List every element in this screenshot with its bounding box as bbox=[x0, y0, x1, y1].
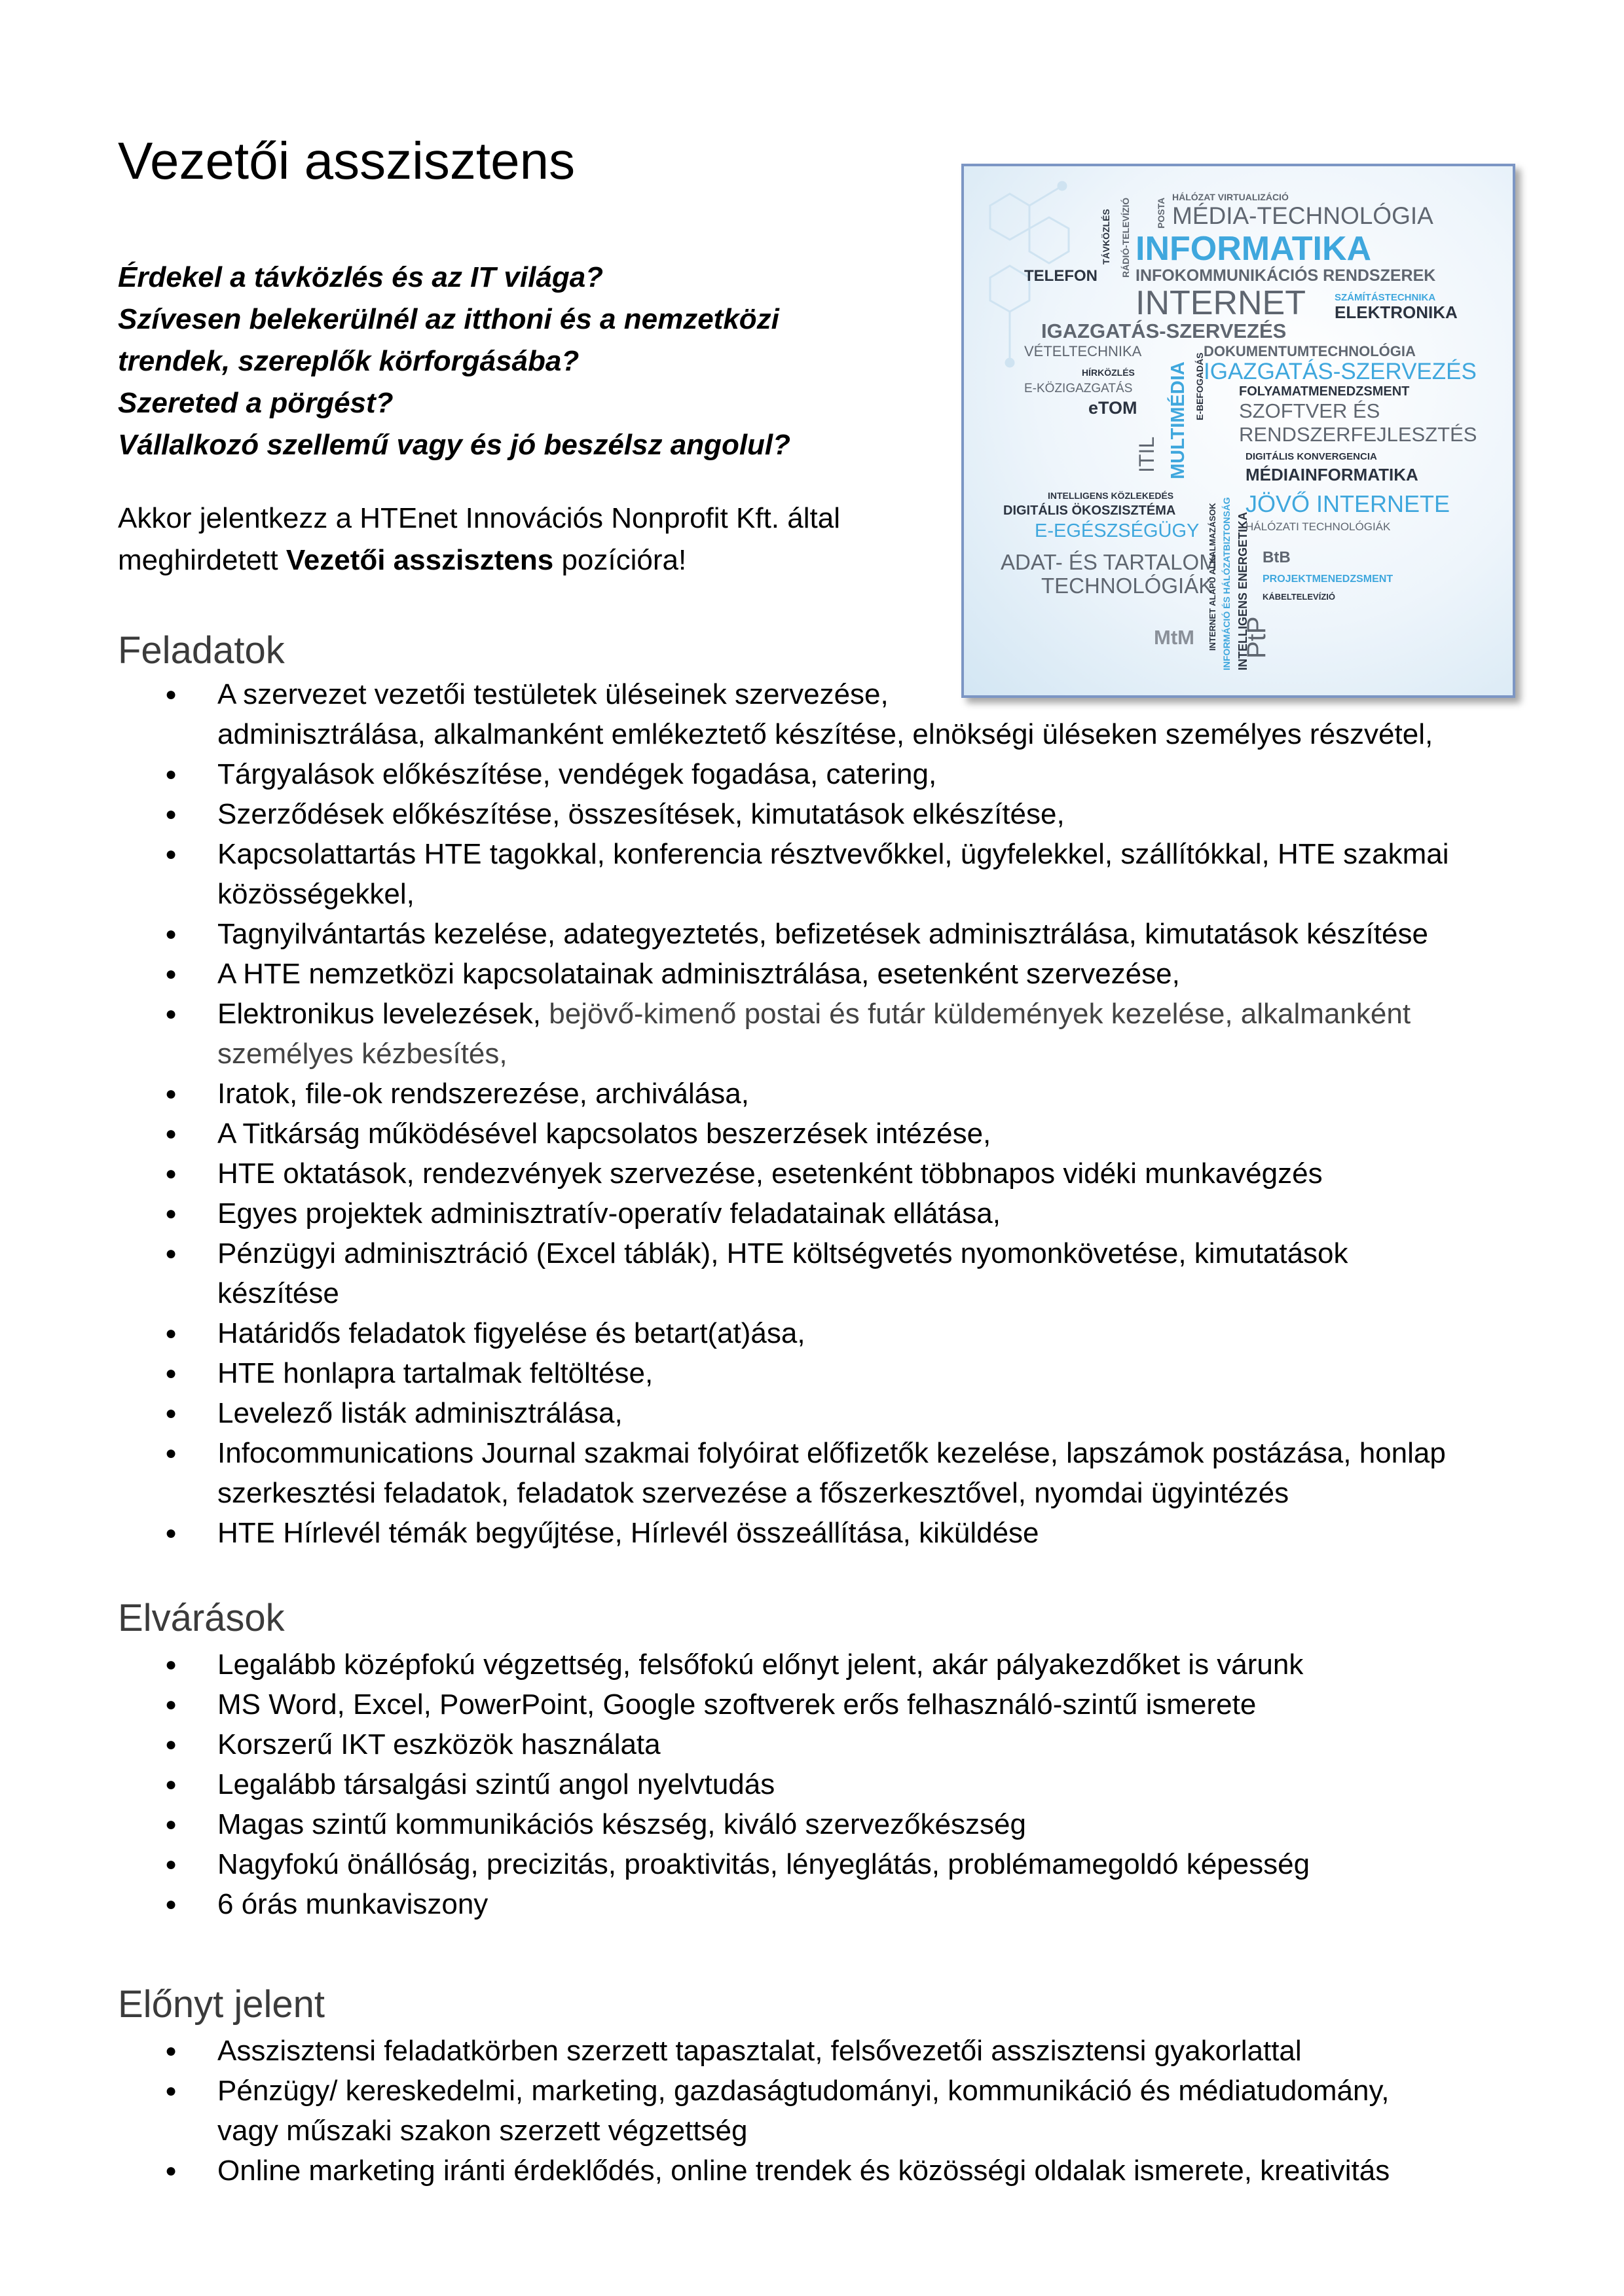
intro-line: Vállalkozó szellemű vagy és jó beszélsz angolul? bbox=[118, 429, 791, 461]
word: INFORMÁCIÓ ÉS HÁLÓZATBIZTONSÁG bbox=[1221, 497, 1232, 670]
word: E-EGÉSZSÉGÜGY bbox=[1035, 520, 1200, 541]
section-heading-feladatok: Feladatok bbox=[118, 629, 285, 672]
position-name: Vezetői asszisztens bbox=[286, 544, 554, 576]
intro-questions bbox=[118, 257, 930, 466]
word: INTELLIGENS KÖZLEKEDÉS bbox=[1048, 490, 1174, 501]
word: ELEKTRONIKA bbox=[1335, 302, 1458, 322]
word: INTERNET bbox=[1135, 284, 1306, 322]
elvarasok-list bbox=[165, 1645, 1514, 1924]
elonyt-jelent-list bbox=[165, 2031, 1514, 2191]
word: HÍRKÖZLÉS bbox=[1082, 367, 1135, 378]
list-item: ● Tagnyilvántartás kezelése, adategyeztetés, befizetések adminisztrálása, kimutatások készítése bbox=[165, 914, 1514, 954]
apply-suffix: pozícióra! bbox=[553, 544, 687, 576]
list-item: ● HTE honlapra tartalmak feltöltése, bbox=[165, 1353, 1514, 1393]
wordcloud-image bbox=[961, 164, 1515, 698]
list-item: ● Egyes projektek adminisztratív-operatív feladatainak ellátása, bbox=[165, 1194, 1514, 1233]
list-item: ● Szerződések előkészítése, összesítések, kimutatások elkészítése, bbox=[165, 794, 1514, 834]
list-item: ● Korszerű IKT eszközök használata bbox=[165, 1724, 1514, 1764]
list-item: ● Pénzügyi adminisztráció (Excel táblák), HTE költségvetés nyomonkövetése, kimutatások készítése bbox=[165, 1233, 1514, 1313]
wordcloud-words bbox=[1001, 191, 1477, 670]
list-item: ● 6 órás munkaviszony bbox=[165, 1884, 1514, 1924]
list-item: ● Tárgyalások előkészítése, vendégek fogadása, catering, bbox=[165, 754, 1514, 794]
word: DIGITÁLIS KONVERGENCIA bbox=[1246, 451, 1377, 462]
word: INTELLIGENS ENERGETIKA bbox=[1236, 511, 1249, 670]
word: RENDSZERFEJLESZTÉS bbox=[1239, 423, 1477, 446]
list-item: ● Infocommunications Journal szakmai folyóirat előfizetők kezelése, lapszámok postázása, honlap szerkesztési feladatok, feladatok szervezése a főszerkesztővel, nyomdai ügyintézés bbox=[165, 1433, 1514, 1513]
intro-line: trendek, szereplők körforgásába? bbox=[118, 345, 580, 377]
word: MÉDIAINFORMATIKA bbox=[1246, 465, 1418, 484]
word: E-BEFOGADÁS bbox=[1194, 352, 1205, 420]
list-item: ● A HTE nemzetközi kapcsolatainak adminisztrálása, esetenként szervezése, bbox=[165, 954, 1514, 994]
apply-call bbox=[118, 498, 930, 581]
word: ITIL bbox=[1135, 436, 1158, 473]
word: SZOFTVER ÉS bbox=[1239, 399, 1380, 422]
apply-line-1: Akkor jelentkezz a HTEnet Innovációs Nonprofit Kft. által bbox=[118, 502, 840, 534]
word: MtM bbox=[1154, 626, 1194, 649]
word: FOLYAMATMENEDZSMENT bbox=[1239, 384, 1410, 399]
word: JÖVŐ INTERNETE bbox=[1246, 490, 1450, 517]
list-item: ● Magas szintű kommunikációs készség, kiváló szervezőkészség bbox=[165, 1804, 1514, 1844]
word: TELEFON bbox=[1024, 267, 1098, 285]
word: DIGITÁLIS ÖKOSZISZTÉMA bbox=[1003, 503, 1176, 518]
word: PtP bbox=[1242, 616, 1271, 659]
list-item: ● Elektronikus levelezések, bejövő-kimenő postai és futár küldemények kezelése, alkalmanként személyes kézbesítés, bbox=[165, 994, 1514, 1074]
intro-line: Szívesen belekerülnél az itthoni és a nemzetközi bbox=[118, 303, 779, 335]
word: IGAZGATÁS-SZERVEZÉS bbox=[1204, 359, 1477, 384]
word: TECHNOLÓGIÁK bbox=[1041, 574, 1213, 598]
feladatok-list bbox=[165, 674, 1514, 1553]
word: INTERNET ALAPÚ ALKALMAZÁSOK bbox=[1208, 503, 1217, 651]
word: BtB bbox=[1263, 549, 1291, 566]
word: HÁLÓZATI TECHNOLÓGIÁK bbox=[1246, 520, 1391, 533]
list-item: ● Legalább középfokú végzettség, felsőfokú előnyt jelent, akár pályakezdőket is várunk bbox=[165, 1645, 1514, 1685]
word: DOKUMENTUMTECHNOLÓGIA bbox=[1204, 343, 1416, 359]
word: E-KÖZIGAZGATÁS bbox=[1024, 382, 1133, 395]
section-heading-elonyt-jelent: Előnyt jelent bbox=[118, 1983, 325, 2026]
word: MÉDIA-TECHNOLÓGIA bbox=[1172, 202, 1433, 229]
word: INFORMATIKA bbox=[1135, 230, 1372, 268]
word: INFOKOMMUNIKÁCIÓS RENDSZEREK bbox=[1135, 266, 1436, 285]
word: IGAZGATÁS-SZERVEZÉS bbox=[1041, 319, 1287, 342]
intro-line: Szereted a pörgést? bbox=[118, 387, 394, 419]
apply-prefix: meghirdetett bbox=[118, 544, 286, 576]
list-item: ● Levelező listák adminisztrálása, bbox=[165, 1393, 1514, 1433]
wordcloud-svg bbox=[964, 166, 1513, 695]
section-heading-elvarasok: Elvárások bbox=[118, 1597, 285, 1639]
word: SZÁMÍTÁSTECHNIKA bbox=[1335, 292, 1436, 303]
word: POSTA bbox=[1156, 197, 1166, 228]
list-item: ● Nagyfokú önállóság, precizitás, proaktivitás, lényeglátás, problémamegoldó képesség bbox=[165, 1844, 1514, 1884]
list-item: ● Asszisztensi feladatkörben szerzett tapasztalat, felsővezetői asszisztensi gyakorlattal bbox=[165, 2031, 1514, 2071]
list-item: ● MS Word, Excel, PowerPoint, Google szoftverek erős felhasználó-szintű ismerete bbox=[165, 1685, 1514, 1724]
word: RÁDIÓ-TELEVÍZIÓ bbox=[1120, 197, 1131, 278]
list-item: ● A Titkárság működésével kapcsolatos beszerzések intézése, bbox=[165, 1114, 1514, 1154]
word: MULTIMÉDIA bbox=[1168, 361, 1189, 479]
intro-line: Érdekel a távközlés és az IT világa? bbox=[118, 261, 604, 293]
word: PROJEKTMENEDZSMENT bbox=[1263, 574, 1393, 585]
apply-line-2 bbox=[118, 539, 930, 581]
word: TÁVKÖZLÉS bbox=[1101, 209, 1111, 264]
list-item: ● Legalább társalgási szintű angol nyelvtudás bbox=[165, 1764, 1514, 1804]
word: eTOM bbox=[1088, 398, 1137, 418]
list-item: ● Kapcsolattartás HTE tagokkal, konferencia résztvevőkkel, ügyfelekkel, szállítókkal, HTE szakmai közösségekkel, bbox=[165, 834, 1514, 914]
page-title: Vezetői asszisztens bbox=[118, 132, 576, 190]
list-item: ● Pénzügy/ kereskedelmi, marketing, gazdaságtudományi, kommunikáció és médiatudomány, vagy műszaki szakon szerzett végzettség bbox=[165, 2071, 1514, 2151]
word: VÉTELTECHNIKA bbox=[1024, 343, 1142, 359]
list-item: ● Határidős feladatok figyelése és betart(at)ása, bbox=[165, 1313, 1514, 1353]
word: KÁBELTELEVÍZIÓ bbox=[1263, 592, 1335, 602]
list-item: ● HTE oktatások, rendezvények szervezése, esetenként többnapos vidéki munkavégzés bbox=[165, 1154, 1514, 1194]
word: ADAT- ÉS TARTALOM bbox=[1001, 550, 1217, 574]
list-item: ● HTE Hírlevél témák begyűjtése, Hírlevél összeállítása, kiküldése bbox=[165, 1513, 1514, 1553]
list-item: ● Online marketing iránti érdeklődés, online trendek és közösségi oldalak ismerete, kreativitás bbox=[165, 2151, 1514, 2191]
word: HÁLÓZAT VIRTUALIZÁCIÓ bbox=[1172, 192, 1289, 202]
list-item: ● A szervezet vezetői testületek üléseinek szervezése, adminisztrálása, alkalmanként emlékeztető készítése, elnökségi üléseken személyes részvétel, bbox=[165, 674, 1514, 754]
list-item: ● Iratok, file-ok rendszerezése, archiválása, bbox=[165, 1074, 1514, 1114]
